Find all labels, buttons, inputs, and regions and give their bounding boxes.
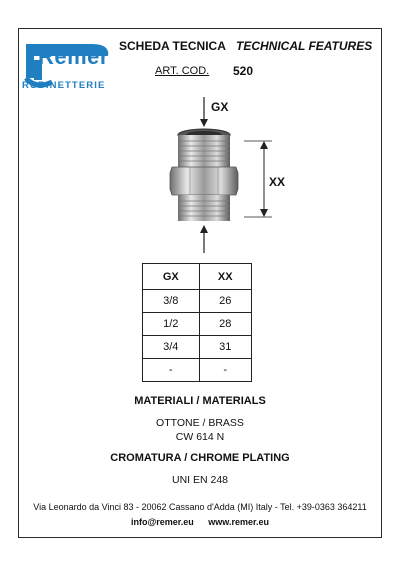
standard-norm: UNI EN 248 (171, 474, 229, 486)
cell-xx: 28 (199, 313, 251, 336)
email-link[interactable]: info@remer.eu (130, 517, 194, 527)
contact-line (0, 517, 400, 527)
cell-gx: 3/4 (143, 336, 200, 359)
cell-xx: - (199, 359, 251, 382)
cell-xx: 31 (199, 336, 251, 359)
brand-subtitle: RUBINETTERIE (22, 80, 106, 91)
cell-xx: 26 (199, 290, 251, 313)
hex-nipple-fitting (170, 129, 238, 221)
title-english: TECHNICAL FEATURES (236, 39, 373, 53)
material-grade: CW 614 N (175, 431, 225, 443)
table-row (143, 359, 252, 382)
cell-gx: 1/2 (143, 313, 200, 336)
plating-title: CROMATURA / CHROME PLATING (110, 452, 290, 464)
cell-gx: 3/8 (143, 290, 200, 313)
article-code-label: ART. COD. (155, 65, 210, 77)
xx-label: XX (269, 175, 286, 189)
table-header-row (143, 264, 252, 290)
arrow-down-icon (200, 97, 208, 127)
materials-title: MATERIALI / MATERIALS (134, 395, 266, 407)
column-header-gx: GX (143, 264, 200, 290)
material-name: OTTONE / BRASS (156, 417, 244, 429)
brand-name: Remer (38, 44, 109, 69)
table-row (143, 336, 252, 359)
table-row (143, 313, 252, 336)
column-header-xx: XX (199, 264, 251, 290)
website-link[interactable]: www.remer.eu (208, 517, 269, 527)
cell-gx: - (143, 359, 200, 382)
arrow-up-icon (200, 225, 208, 253)
title-italian: SCHEDA TECNICA (119, 39, 226, 53)
table-row (143, 290, 252, 313)
dimension-line (244, 141, 272, 217)
article-code: 520 (233, 64, 254, 78)
size-table (142, 263, 252, 382)
gx-label: GX (211, 100, 229, 114)
company-address: Via Leonardo da Vinci 83 - 20062 Cassano d'Adda (MI) Italy - Tel. +39-0363 364211 (33, 502, 367, 512)
